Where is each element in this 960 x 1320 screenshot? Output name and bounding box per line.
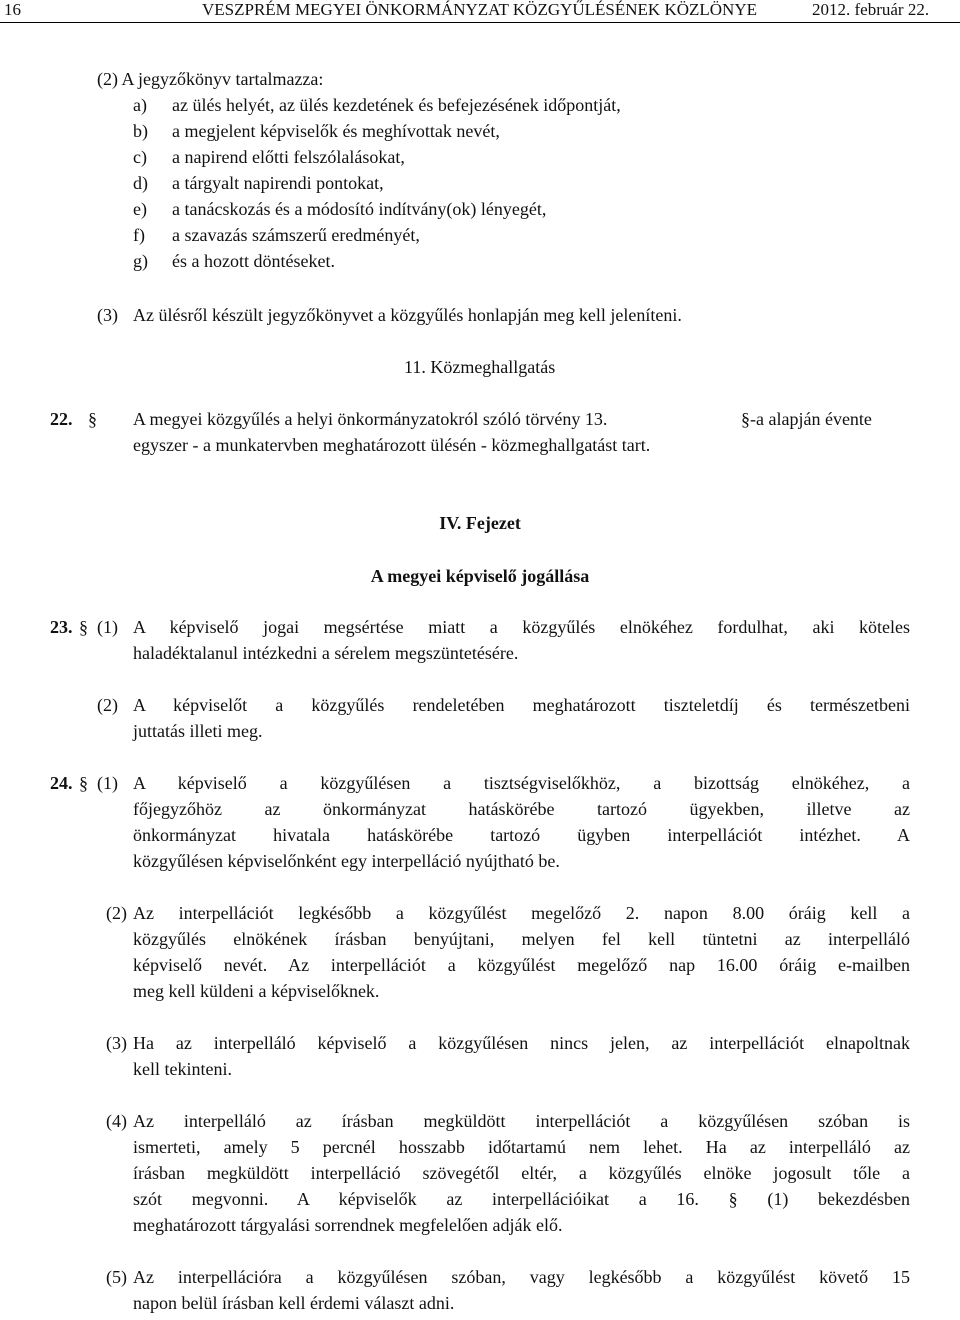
- chapter-title: A megyei képviselő jogállása: [370, 566, 590, 586]
- paragraph-24-sub4-marker: (4): [106, 1111, 127, 1131]
- paragraph-23-sub1-line: A képviselő jogai megsértése miatt a közgyűlés elnökéhez fordulhat, aki köteles: [133, 617, 910, 637]
- list-item-marker: g): [133, 251, 148, 271]
- issue-date: 2012. február 22.: [812, 0, 930, 19]
- paragraph-24-sub4-line: ismerteti, amely 5 percnél hosszabb időtartamú nem lehet. Ha az interpelláló az: [133, 1137, 910, 1157]
- publication-title: VESZPRÉM MEGYEI ÖNKORMÁNYZAT KÖZGYŰLÉSÉNEK KÖZLÖNYE: [202, 0, 757, 19]
- section-sign: §: [79, 773, 88, 793]
- list-item-marker: c): [133, 147, 147, 167]
- paragraph-23-sub2-line: A képviselőt a közgyűlés rendeletében meghatározott tiszteletdíj és természetbeni: [133, 695, 910, 715]
- paragraph-22-line1-end: §-a alapján évente: [741, 409, 872, 429]
- paragraph-24-sub2-line: képviselő nevét. Az interpellációt a közgyűlést megelőző nap 16.00 óráig e-mailben: [133, 955, 910, 975]
- paragraph-24-sub1-line: főjegyzőhöz az önkormányzat hatáskörébe tartozó ügyekben, illetve az: [133, 799, 910, 819]
- list-item-marker: d): [133, 173, 148, 193]
- subsection-2-intro: (2) A jegyzőkönyv tartalmazza:: [97, 69, 324, 89]
- paragraph-23-number: 23.: [50, 617, 73, 637]
- paragraph-24-sub3-marker: (3): [106, 1033, 127, 1053]
- paragraph-23-sub1-line: haladéktalanul intézkedni a sérelem megszüntetésére.: [133, 643, 519, 663]
- paragraph-24-sub5-line: Az interpellációra a közgyűlésen szóban, vagy legkésőbb a közgyűlést követő 15: [133, 1267, 910, 1287]
- list-item-text: az ülés helyét, az ülés kezdetének és befejezésének időpontját,: [172, 95, 621, 115]
- list-item-marker: a): [133, 95, 147, 115]
- paragraph-24-sub4-line: szót megvonni. A képviselők az interpellációikat a 16. § (1) bekezdésben: [133, 1189, 910, 1209]
- paragraph-24-sub1-marker: (1): [97, 773, 118, 793]
- list-item-text: a megjelent képviselők és meghívottak nevét,: [172, 121, 500, 141]
- subsection-3-marker: (3): [97, 305, 118, 325]
- paragraph-23-sub2-marker: (2): [97, 695, 118, 715]
- paragraph-24-sub4-line: Az interpelláló az írásban megküldött interpellációt a közgyűlésen szóban is: [133, 1111, 910, 1131]
- subsection-3-text: Az ülésről készült jegyzőkönyvet a közgyűlés honlapján meg kell jeleníteni.: [133, 305, 682, 325]
- paragraph-23-sub1-marker: (1): [97, 617, 118, 637]
- list-item-text: a napirend előtti felszólalásokat,: [172, 147, 405, 167]
- paragraph-24-sub1-line: közgyűlésen képviselőnként egy interpelláció nyújtható be.: [133, 851, 560, 871]
- paragraph-24-sub3-line: kell tekinteni.: [133, 1059, 232, 1079]
- chapter-heading: IV. Fejezet: [439, 513, 521, 533]
- paragraph-24-sub1-line: A képviselő a közgyűlésen a tisztségviselőkhöz, a bizottság elnökéhez, a: [133, 773, 910, 793]
- list-item-text: és a hozott döntéseket.: [172, 251, 335, 271]
- paragraph-24-sub4-line: meghatározott tárgyalási sorrendnek megfelelően adják elő.: [133, 1215, 563, 1235]
- page-header: [0, 0, 960, 23]
- paragraph-24-sub2-marker: (2): [106, 903, 127, 923]
- list-item-marker: b): [133, 121, 148, 141]
- list-item-marker: f): [133, 225, 145, 245]
- paragraph-22-number: 22.: [50, 409, 73, 429]
- section-sign: §: [88, 409, 97, 429]
- paragraph-22-line1: A megyei közgyűlés a helyi önkormányzatokról szóló törvény 13.: [133, 409, 608, 429]
- paragraph-24-number: 24.: [50, 773, 73, 793]
- paragraph-24-sub1-line: önkormányzat hivatala hatáskörébe tartozó ügyben interpellációt intézhet. A: [133, 825, 910, 845]
- list-item-text: a tárgyalt napirendi pontokat,: [172, 173, 384, 193]
- paragraph-23-sub2-line: juttatás illeti meg.: [133, 721, 263, 741]
- paragraph-24-sub2-line: meg kell küldeni a képviselőknek.: [133, 981, 380, 1001]
- paragraph-24-sub2-line: Az interpellációt legkésőbb a közgyűlést megelőző 2. napon 8.00 óráig kell a: [133, 903, 910, 923]
- paragraph-24-sub5-line: napon belül írásban kell érdemi választ adni.: [133, 1293, 455, 1313]
- section-sign: §: [79, 617, 88, 637]
- paragraph-24-sub3-line: Ha az interpelláló képviselő a közgyűlésen nincs jelen, az interpellációt elnapoltnak: [133, 1033, 910, 1053]
- subtitle-kozmeghallgatas: 11. Közmeghallgatás: [404, 357, 556, 377]
- paragraph-22-line2: egyszer - a munkatervben meghatározott ülésén - közmeghallgatást tart.: [133, 435, 651, 455]
- list-item-text: a szavazás számszerű eredményét,: [172, 225, 420, 245]
- page-number: 16: [4, 0, 21, 19]
- list-item-marker: e): [133, 199, 147, 219]
- list-item-text: a tanácskozás és a módosító indítvány(ok) lényegét,: [172, 199, 547, 219]
- paragraph-24-sub5-marker: (5): [106, 1267, 127, 1287]
- paragraph-24-sub2-line: közgyűlés elnökének írásban benyújtani, melyen fel kell tüntetni az interpelláló: [133, 929, 910, 949]
- paragraph-24-sub4-line: írásban megküldött interpelláció szövegétől eltér, a közgyűlés elnöke jogosult tőle a: [133, 1163, 910, 1183]
